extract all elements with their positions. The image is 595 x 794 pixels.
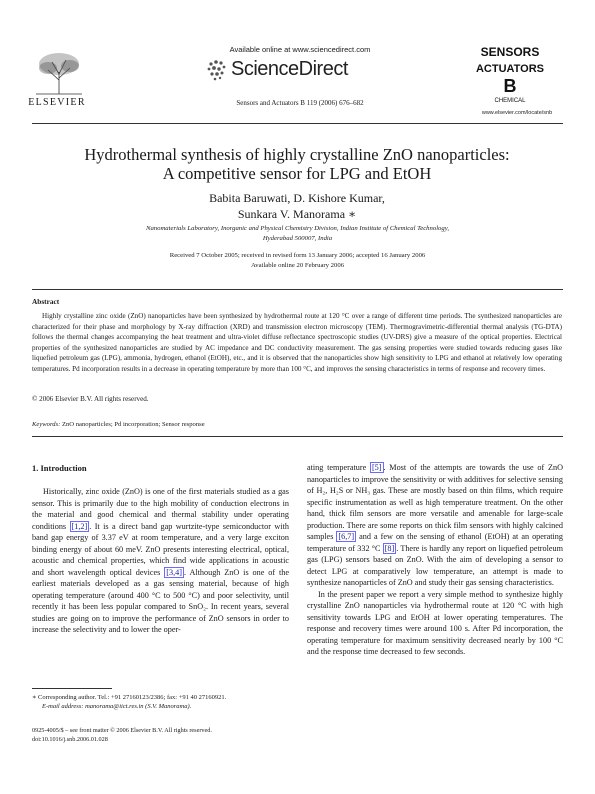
header-rule <box>32 123 563 124</box>
citation-link[interactable]: [8] <box>384 543 395 553</box>
svg-text:SENSORS: SENSORS <box>480 45 540 59</box>
svg-text:B: B <box>503 76 517 96</box>
article-dates: Received 7 October 2005; received in revised form 13 January 2006; accepted 16 January 2006 Available online 20 February 2006 <box>169 252 426 269</box>
keywords <box>32 421 205 428</box>
citation-link[interactable]: [3,4] <box>166 567 182 577</box>
abstract-top-rule <box>32 289 563 290</box>
footnote: ∗ Corresponding author. Tel.: +91 27160123/2386; fax: +91 40 27160921. E-mail address: manorama@iict.res.in (S.V. Manorama). <box>32 693 289 711</box>
sciencedirect-logo <box>205 56 405 82</box>
authors: Babita Baruwati, D. Kishore Kumar, Sunkara V. Manorama ∗ <box>209 191 385 221</box>
journal-url[interactable]: www.elsevier.com/locate/snb <box>481 110 553 116</box>
author-email[interactable]: E-mail address: manorama@iict.res.in (S.V. Manorama). <box>42 703 192 710</box>
elsevier-wordmark: ELSEVIER <box>28 97 86 108</box>
keywords-label: Keywords: <box>32 421 61 428</box>
abstract-text: Highly crystalline zinc oxide (ZnO) nanoparticles have been synthesized by hydrothermal route at 120 °C over a range of different time periods. The synthesized nanoparticles are characterized for their phase and morphology by X-ray diffraction (XRD) and transmission electron microscopy (TEM). Thermogravimetric-differential thermal analysis (TG-DTA) follows the thermal changes accompanying the heat treatment and ultra-violet diffuse reflectance spectroscopic studies (UV-DRS) give a measure of the optical properties. Electrical properties of the synthesized nanoparticles are studied by AC impedance and DC conductivity measurement. The gas sensing properties were studied towards reducing gases like liquefied petroleum gas (LPG), ammonia, hydrogen, ethanol (EtOH), etc., and it is observed that the nanoparticles show high sensitivity to LPG and ethanol at relatively low operating temperatures. Pd incorporation results in a decrease in operating temperature by more than 100 °C, and improves the sensing characteristics in terms of response and recovery times. <box>32 312 562 373</box>
intro-column-right: ating temperature [5] . Most of the attempts are towards the use of ZnO nanoparticles to improve the sensitivity or with additives for selective sensing of H₂, H₂S or NH₃ gas. These are mostly based on thin films, which require specific instrumentation as well as high temperature treatment. On the other hand, thick film sensors are more versatile and amenable for large-scale production. There are some reports on thick film sensors with highly calcined samples [6,7] and a few on the sensing of ethanol (EtOH) at an operating temperature of 332 °C [8] . There is hardly any report on liquefied petroleum gas (LPG) sensors based on ZnO. With the aim of developing a sensor to detect LPG at comparatively low temperature, an attempt is made to synthesize nanoparticles of ZnO and study their gas sensing characteristics. In the present paper we report a very simple method to synthesize highly crystalline ZnO nanoparticles via hydrothermal route at 120 °C with high sensitivity towards LPG and EtOH at lower operating temperatures. The response and recovery times were around 100 s. After Pd incorporation, the operating temperature for maximum sensitivity decreased nearly by 100 °C and the response time decreased to few seconds. <box>307 463 564 656</box>
svg-text:CHEMICAL: CHEMICAL <box>494 98 526 104</box>
corresponding-author-mark[interactable]: ∗ <box>348 207 357 221</box>
keywords-list: ZnO nanoparticles; Pd incorporation; Sensor response <box>61 421 205 428</box>
intro-paragraph-2: In the present paper we report a very simple method to synthesize highly crystalline ZnO nanoparticles via hydrothermal route at 120 °C with high sensitivity towards LPG and EtOH at lower operating temperatures. The response and recovery times were around 100 s. After Pd incorporation, the operating temperature for maximum sensitivity decreased nearly by 100 °C and the response time decreased to few seconds. <box>307 589 563 656</box>
abstract-bottom-rule <box>32 436 563 437</box>
svg-text:ACTUATORS: ACTUATORS <box>475 63 545 75</box>
citation-link[interactable]: [1,2] <box>71 521 88 531</box>
sensors-actuators-logo <box>470 42 550 112</box>
affiliation: Nanomaterials Laboratory, Inorganic and Physical Chemistry Division, Indian Institute of Chemical Technology, Hyderabad 500007, India <box>145 225 450 242</box>
citation-link[interactable]: [6,7] <box>338 532 355 541</box>
abstract-heading: Abstract <box>32 297 60 306</box>
section-heading-introduction: 1. Introduction <box>32 463 87 473</box>
citation-link[interactable]: [5] <box>371 463 382 472</box>
abstract-copyright: © 2006 Elsevier B.V. All rights reserved. <box>32 395 149 403</box>
front-matter-info: 0925-4005/$ – see front matter © 2006 Elsevier B.V. All rights reserved. doi:10.1016/j.snb.2006.01.028 <box>32 726 332 744</box>
doi[interactable]: doi:10.1016/j.snb.2006.01.028 <box>32 736 108 743</box>
sciencedirect-wordmark: ScienceDirect <box>231 58 348 80</box>
available-online-text: Available online at www.sciencedirect.com <box>229 45 371 54</box>
footnote-rule <box>32 688 112 689</box>
intro-column-left: Historically, zinc oxide (ZnO) is one of the first materials studied as a gas sensor. This is primarily due to the high mobility of conduction electrons in the material and good chemical and thermal stability under operating conditions [1,2] . It is a direct band gap wurtzite-type semiconductor with band gap energy of 3.37 eV at room temperature, and a very large exciton binding energy of about 60 meV. ZnO presents interesting electrical, optical, acoustic and chemical properties, which find wide applications in acoustic and short wavelength optical devices [3,4] . Although ZnO is one of the earliest materials developed as a gas sensing material, because of high operating temperature (around 400 °C to 500 °C) and poor selectivity, until recently it has been less popular compared to SnO₂. In recent years, several studies are going on to improve the performance of ZnO sensors in order to increase the selectivity and to lower the oper- <box>32 487 289 634</box>
article-title: Hydrothermal synthesis of highly crystalline ZnO nanoparticles: A competitive sensor for LPG and EtOH <box>84 145 510 183</box>
journal-reference: Sensors and Actuators B 119 (2006) 676–682 <box>236 99 364 107</box>
